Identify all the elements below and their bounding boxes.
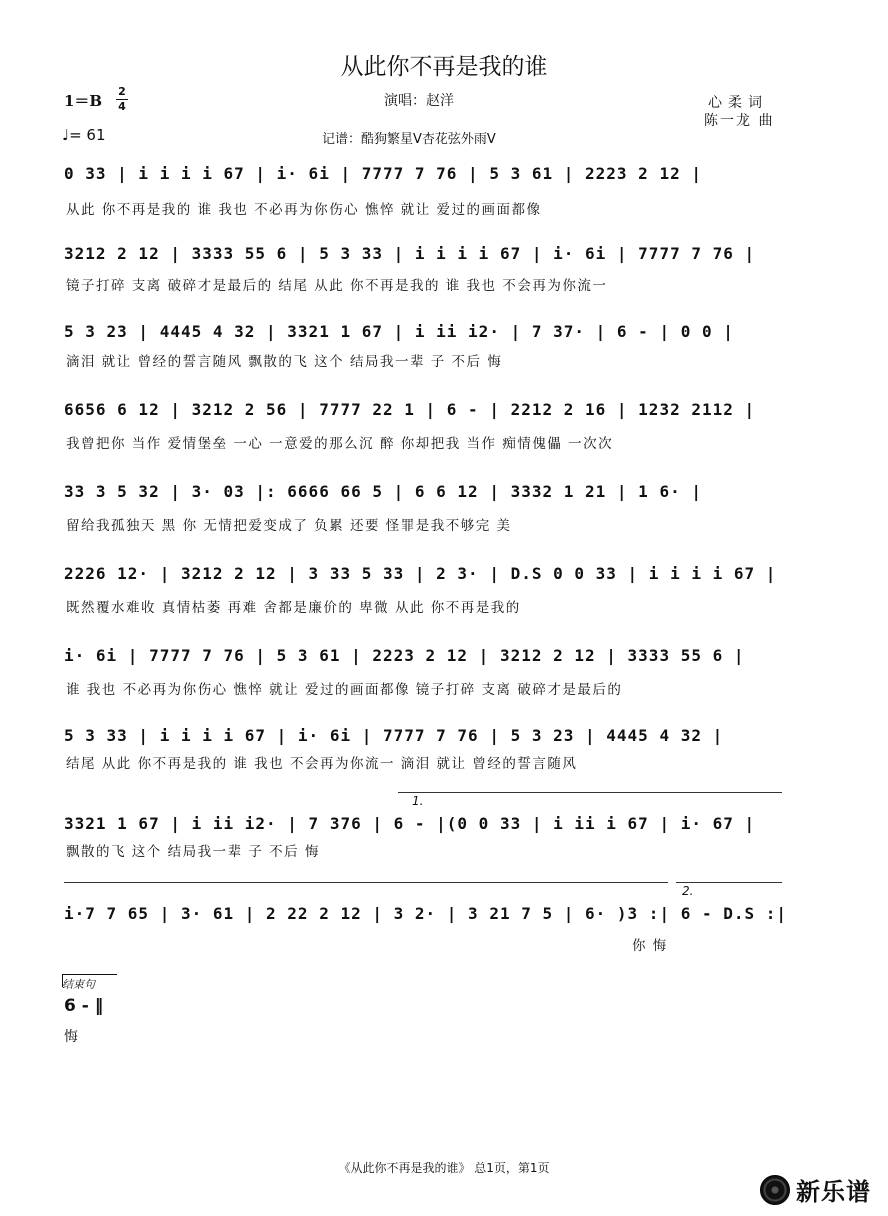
notation-line: 0 33 | i i i i 67 | i· 6i | 7777 7 76 | 5 3 61 | 2223 2 12 | bbox=[64, 164, 702, 183]
notation-line: 33 3 5 32 | 3· 03 |: 6666 66 5 | 6 6 12 | 3332 1 21 | 1 6· | bbox=[64, 482, 702, 501]
page-footer: 《从此你不再是我的谁》 总1页，第1页 bbox=[338, 1161, 550, 1175]
lyric-line: 结尾 从此 你不再是我的 谁 我也 不会再为你流一 滴泪 就让 曾经的誓言随风 bbox=[66, 756, 578, 772]
time-signature-bottom: 4 bbox=[118, 100, 126, 113]
notation-line: 6656 6 12 | 3212 2 56 | 7777 22 1 | 6 - | 2212 2 16 | 1232 2112 | bbox=[64, 400, 756, 419]
song-title: 从此你不再是我的谁 bbox=[340, 54, 548, 80]
lyric-line: 你 悔 bbox=[632, 938, 668, 954]
time-signature bbox=[116, 86, 128, 113]
notation-line: i· 6i | 7777 7 76 | 5 3 61 | 2223 2 12 | 3212 2 12 | 3333 55 6 | bbox=[64, 646, 745, 665]
lyricist-credit: 心柔词 bbox=[708, 95, 768, 111]
coda-label: 结束句 bbox=[62, 978, 95, 991]
notation-line: 5 3 23 | 4445 4 32 | 3321 1 67 | i ii i2· | 7 37· | 6 - | 0 0 | bbox=[64, 322, 734, 341]
brand-logo bbox=[760, 1172, 871, 1207]
lyric-line: 我曾把你 当作 爱情堡垒 一心 一意爱的那么沉 醉 你却把我 当作 痴情傀儡 一次次 bbox=[66, 436, 614, 452]
lyric-line: 从此 你不再是我的 谁 我也 不必再为你伤心 憔悴 就让 爱过的画面都像 bbox=[66, 202, 542, 218]
first-ending-label: 1. bbox=[412, 794, 424, 808]
first-ending-bracket bbox=[398, 792, 782, 793]
record-disc-icon bbox=[760, 1175, 790, 1205]
second-ending-label: 2. bbox=[682, 884, 694, 898]
lyric-line: 留给我孤独天 黑 你 无情把爱变成了 负累 还要 怪罪是我不够完 美 bbox=[66, 518, 512, 534]
scribe-credit: 记谱：酷狗繁星V杏花弦外雨V bbox=[322, 132, 496, 147]
lyric-line: 谁 我也 不必再为你伤心 憔悴 就让 爱过的画面都像 镜子打碎 支离 破碎才是最后的 bbox=[66, 682, 623, 698]
second-ending-bracket bbox=[676, 882, 782, 883]
coda-notation: 6 - ‖ bbox=[64, 996, 104, 1016]
tempo-marking: ♩= 61 bbox=[62, 126, 106, 144]
composer-credit: 陈一龙 曲 bbox=[704, 113, 775, 129]
key-signature: 1＝B bbox=[64, 92, 103, 110]
notation-line: 2226 12· | 3212 2 12 | 3 33 5 33 | 2 3· | D.S 0 0 33 | i i i i 67 | bbox=[64, 564, 777, 583]
notation-line: i·7 7 65 | 3· 61 | 2 22 2 12 | 3 2· | 3 21 7 5 | 6· )3 :| 6 - D.S :| bbox=[64, 904, 788, 923]
notation-line: 3321 1 67 | i ii i2· | 7 376 | 6 - |(0 0 33 | i ii i 67 | i· 67 | bbox=[64, 814, 756, 833]
lyric-line: 既然覆水难收 真情枯萎 再难 舍都是廉价的 卑微 从此 你不再是我的 bbox=[66, 600, 521, 616]
first-ending-continuation bbox=[64, 882, 668, 883]
lyric-line: 飘散的飞 这个 结局我一辈 子 不后 悔 bbox=[66, 844, 320, 860]
time-signature-top: 2 bbox=[118, 85, 126, 98]
notation-line: 5 3 33 | i i i i 67 | i· 6i | 7777 7 76 | 5 3 23 | 4445 4 32 | bbox=[64, 726, 724, 745]
lyric-line: 镜子打碎 支离 破碎才是最后的 结尾 从此 你不再是我的 谁 我也 不会再为你流一 bbox=[66, 278, 608, 294]
coda-lyric: 悔 bbox=[64, 1029, 78, 1045]
lyric-line: 滴泪 就让 曾经的誓言随风 飘散的飞 这个 结局我一辈 子 不后 悔 bbox=[66, 354, 503, 370]
singer-credit: 演唱：赵洋 bbox=[384, 93, 454, 109]
notation-line: 3212 2 12 | 3333 55 6 | 5 3 33 | i i i i 67 | i· 6i | 7777 7 76 | bbox=[64, 244, 756, 263]
brand-name: 新乐谱 bbox=[796, 1178, 871, 1206]
